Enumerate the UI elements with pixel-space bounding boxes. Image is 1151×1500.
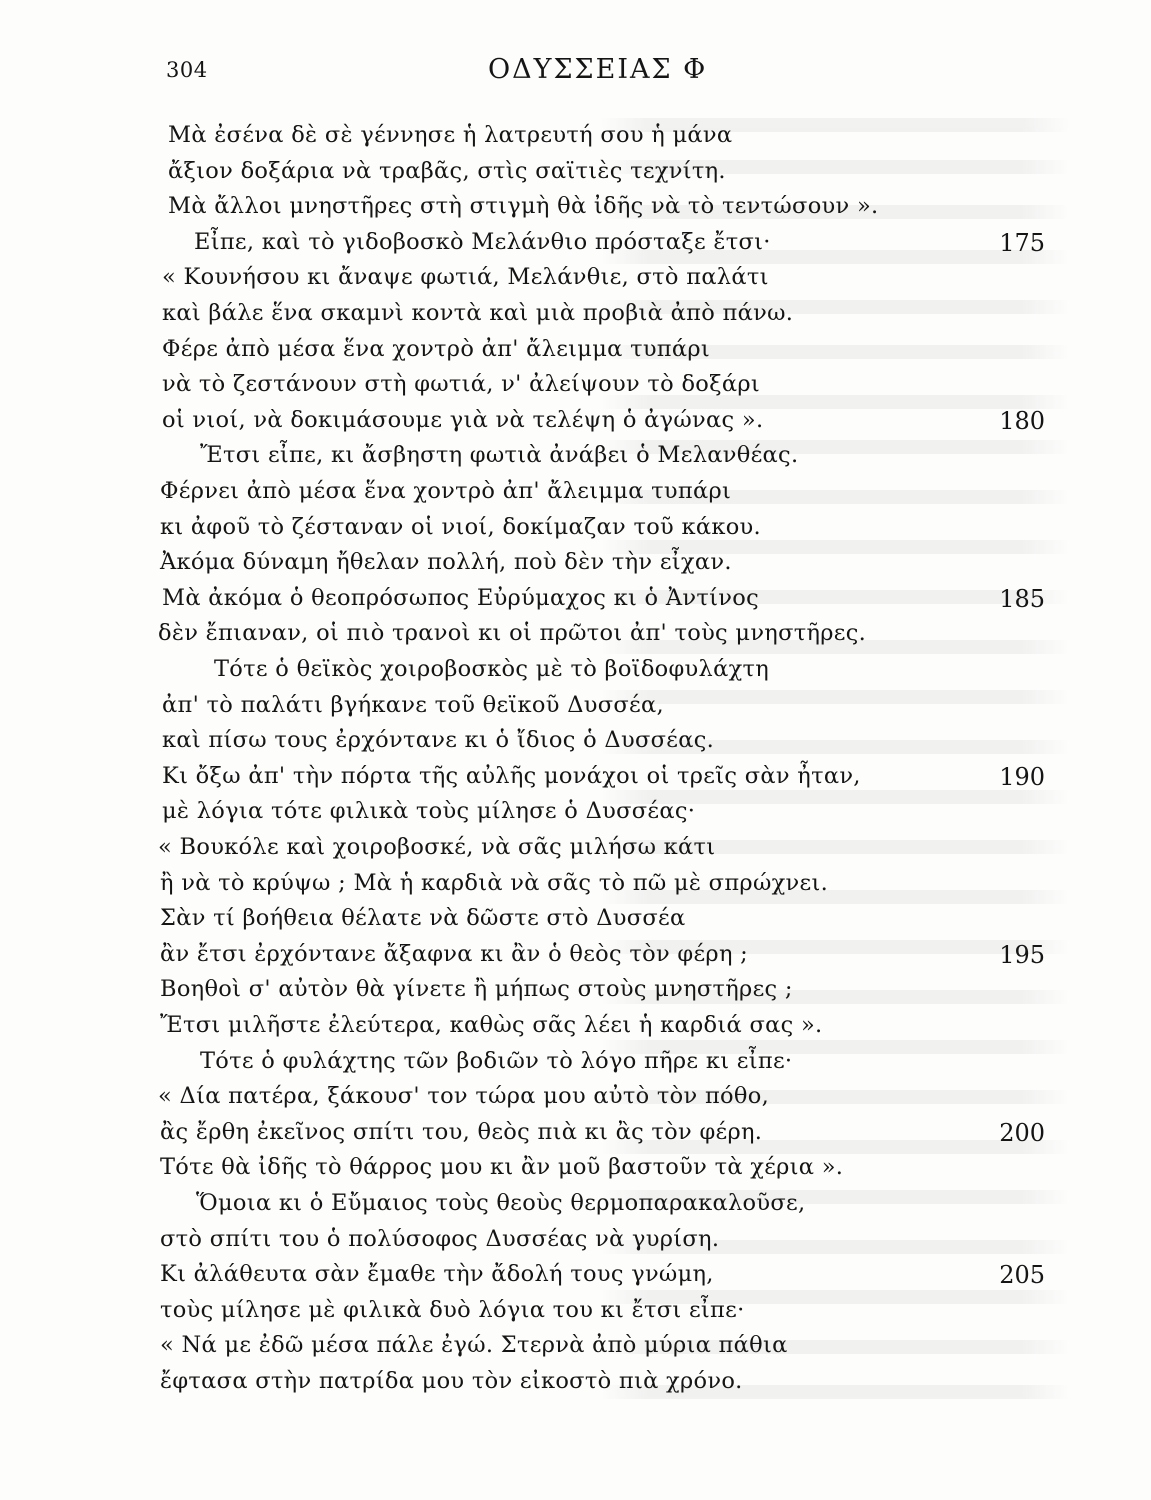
- verse-line: [0, 371, 1151, 405]
- verse-line: [0, 1048, 1151, 1082]
- verse-line: [0, 834, 1151, 868]
- verse-text: οἱ νιοί, νὰ δοκιμάσουμε γιὰ νὰ τελέψη ὁ ἀγώνας ».: [162, 406, 764, 433]
- page-number: 304: [166, 58, 208, 82]
- verse-line: [0, 798, 1151, 832]
- verse-line: [0, 905, 1151, 939]
- verse-text: Ἔτσι μιλῆστε ἐλεύτερα, καθὼς σᾶς λέει ἡ καρδιά σας ».: [160, 1012, 823, 1038]
- verse-text: Εἶπε, καὶ τὸ γιδοβοσκὸ Μελάνθιο πρόσταξε ἔτσι·: [194, 228, 771, 255]
- verse-text: τοὺς μίλησε μὲ φιλικὰ δυὸ λόγια του κι ἔτσι εἶπε·: [160, 1296, 745, 1323]
- verse-text: ἔφτασα στὴν πατρίδα μου τὸν εἰκοστὸ πιὰ χρόνο.: [160, 1368, 743, 1394]
- verse-text: « Κουνήσου κι ἄναψε φωτιά, Μελάνθιε, στὸ παλάτι: [162, 264, 769, 291]
- verse-text: ἂν ἔτσι ἐρχόντανε ἄξαφνα κι ἂν ὁ θεὸς τὸν φέρη ;: [160, 940, 749, 967]
- verse-line: [0, 122, 1151, 156]
- line-number: 205: [999, 1261, 1045, 1290]
- verse-text: καὶ βάλε ἕνα σκαμνὶ κοντὰ καὶ μιὰ προβιὰ ἀπὸ πάνω.: [162, 300, 794, 326]
- verse-line: [0, 514, 1151, 548]
- line-number: 200: [999, 1118, 1045, 1147]
- verse-line: [0, 229, 1151, 263]
- verse-line: [0, 300, 1151, 334]
- verse-line: [0, 941, 1151, 975]
- verse-text: μὲ λόγια τότε φιλικὰ τοὺς μίλησε ὁ Δυσσέας·: [162, 798, 696, 825]
- verse-text: Τότε θὰ ἰδῆς τὸ θάρρος μου κι ἂν μοῦ βαστοῦν τὰ χέρια ».: [160, 1154, 844, 1181]
- verse-line: [0, 336, 1151, 370]
- verse-line: [0, 1226, 1151, 1260]
- verse-text: καὶ πίσω τους ἐρχόντανε κι ὁ ἴδιος ὁ Δυσσέας.: [162, 727, 715, 754]
- verse-line: [0, 193, 1151, 227]
- verse-line: [0, 1332, 1151, 1366]
- line-number: 175: [999, 228, 1045, 257]
- verse-line: [0, 407, 1151, 441]
- verse-line: [0, 549, 1151, 583]
- line-number: 185: [999, 584, 1045, 613]
- verse-text: Φέρνει ἀπὸ μέσα ἕνα χοντρὸ ἀπ' ἄλειμμα τυπάρι: [160, 478, 732, 504]
- book-title: ΟΔΥΣΣΕΙΑΣ Φ: [488, 54, 708, 85]
- verse-text: Μὰ ἐσένα δὲ σὲ γέννησε ἡ λατρευτή σου ἡ μάνα: [168, 122, 733, 148]
- verse-line: [0, 1012, 1151, 1046]
- line-number: 180: [999, 406, 1045, 435]
- verse-line: [0, 1154, 1151, 1188]
- verse-line: [0, 692, 1151, 726]
- verse-text: νὰ τὸ ζεστάνουν στὴ φωτιά, ν' ἀλείψουν τὸ δοξάρι: [162, 371, 760, 398]
- verse-line: [0, 1368, 1151, 1402]
- verse-text: Φέρε ἀπὸ μέσα ἕνα χοντρὸ ἀπ' ἄλειμμα τυπάρι: [162, 335, 711, 362]
- verse-line: [0, 478, 1151, 512]
- verse-line: [0, 1083, 1151, 1117]
- verse-line: [0, 1297, 1151, 1331]
- verse-line: [0, 656, 1151, 690]
- verse-text: ἂς ἔρθη ἐκεῖνος σπίτι του, θεὸς πιὰ κι ἂς τὸν φέρη.: [160, 1118, 763, 1145]
- verse-text: Μὰ ἄλλοι μνηστῆρες στὴ στιγμὴ θὰ ἰδῆς νὰ τὸ τεντώσουν ».: [168, 193, 879, 220]
- verse-line: [0, 585, 1151, 619]
- verse-text: ἀπ' τὸ παλάτι βγήκανε τοῦ θεϊκοῦ Δυσσέα,: [162, 691, 664, 718]
- verse-line: [0, 727, 1151, 761]
- verse-line: [0, 158, 1151, 192]
- verse-text: « Δία πατέρα, ξάκουσ' τον τώρα μου αὐτὸ τὸν πόθο,: [158, 1083, 770, 1110]
- verse-text: Σὰν τί βοήθεια θέλατε νὰ δῶστε στὸ Δυσσέα: [160, 905, 686, 932]
- verse-line: [0, 870, 1151, 904]
- verse-text: Βοηθοὶ σ' αὐτὸν θὰ γίνετε ἢ μήπως στοὺς μνηστῆρες ;: [160, 976, 793, 1003]
- verse-line: [0, 620, 1151, 654]
- verse-text: Μὰ ἀκόμα ὁ θεοπρόσωπος Εὐρύμαχος κι ὁ Ἀντίνος: [162, 584, 759, 611]
- verse-text: Κι ὄξω ἀπ' τὴν πόρτα τῆς αὐλῆς μονάχοι οἱ τρεῖς σὰν ἦταν,: [162, 762, 861, 789]
- verse-text: στὸ σπίτι του ὁ πολύσοφος Δυσσέας νὰ γυρίση.: [160, 1225, 720, 1252]
- verse-line: [0, 264, 1151, 298]
- line-number: 195: [999, 940, 1045, 969]
- verse-text: Ἔτσι εἶπε, κι ἄσβηστη φωτιὰ ἀνάβει ὁ Μελανθέας.: [200, 442, 799, 469]
- verse-line: [0, 1190, 1151, 1224]
- verse-line: [0, 1261, 1151, 1295]
- verse-text: κι ἀφοῦ τὸ ζέσταναν οἱ νιοί, δοκίμαζαν τοῦ κάκου.: [160, 513, 761, 540]
- verse-text: Ὅμοια κι ὁ Εὔμαιος τοὺς θεοὺς θερμοπαρακαλοῦσε,: [196, 1190, 806, 1216]
- running-head: [0, 54, 1151, 94]
- verse-text: ἢ νὰ τὸ κρύψω ; Μὰ ἡ καρδιὰ νὰ σᾶς τὸ πῶ μὲ σπρώχνει.: [160, 869, 829, 896]
- verse-text: ἄξιον δοξάρια νὰ τραβᾶς, στὶς σαϊτιὲς τεχνίτη.: [168, 157, 726, 184]
- verse-text: Τότε ὁ θεϊκὸς χοιροβοσκὸς μὲ τὸ βοϊδοφυλάχτη: [214, 656, 770, 682]
- line-number: 190: [999, 762, 1045, 791]
- verse-line: [0, 763, 1151, 797]
- verse-line: [0, 1119, 1151, 1153]
- verse-line: [0, 442, 1151, 476]
- verse-text: Ἀκόμα δύναμη ἤθελαν πολλή, ποὺ δὲν τὴν εἶχαν.: [160, 549, 732, 576]
- verse-line: [0, 976, 1151, 1010]
- verse-text: δὲν ἔπιαναν, οἱ πιὸ τρανοὶ κι οἱ πρῶτοι ἀπ' τοὺς μνηστῆρες.: [158, 620, 867, 647]
- verse-text: Τότε ὁ φυλάχτης τῶν βοδιῶν τὸ λόγο πῆρε κι εἶπε·: [200, 1047, 793, 1074]
- verse-text: Κι ἀλάθευτα σὰν ἔμαθε τὴν ἄδολή τους γνώμη,: [160, 1261, 714, 1288]
- verse-text: « Βουκόλε καὶ χοιροβοσκέ, νὰ σᾶς μιλήσω κάτι: [158, 834, 716, 860]
- verse-text: « Νά με ἐδῶ μέσα πάλε ἐγώ. Στερνὰ ἀπὸ μύρια πάθια: [160, 1332, 788, 1359]
